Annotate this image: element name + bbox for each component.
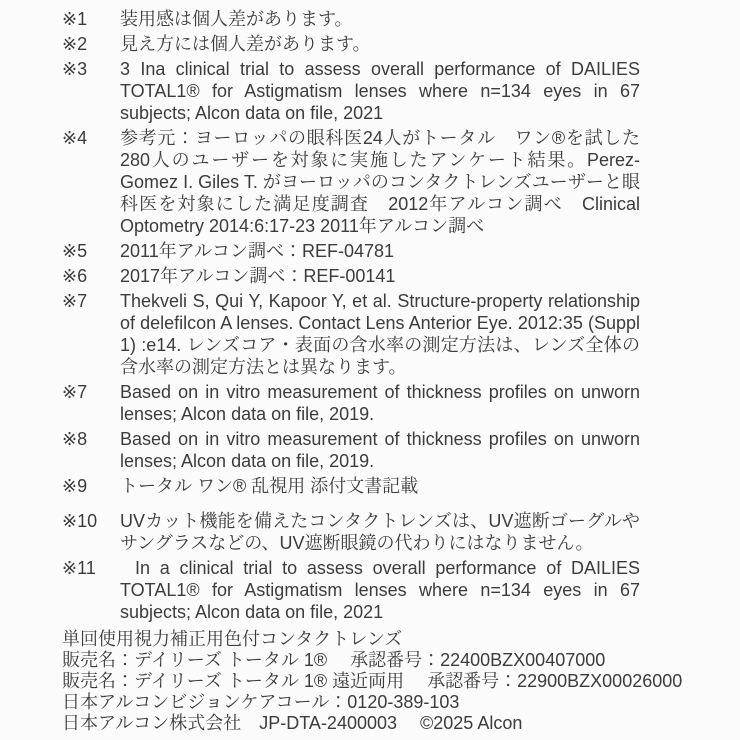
footnote-text: In a clinical trial to assess overall performance of DAILIES TOTAL1® for Astigmatism lenses where n=134 eyes in 67 subjects; Alcon data on file, 2021 [120,558,640,622]
footnote-text: Thekveli S, Qui Y, Kapoor Y, et al. Structure-property relationship of delefilcon A lenses. Contact Lens Anterior Eye. 2012:35 (Suppl 1) :e14. レンズコア・表面の含水率の測定方法は、レンズ全体の含水率の測定方法とは異なります。 [120,291,640,377]
footnote-text: 装用感は個人差があります。 [120,9,353,29]
product-approval-line-2: 販売名：デイリーズ トータル 1® 遠近両用 承認番号：22900BZX00026000 [62,671,683,691]
footnote-2 [62,33,640,55]
footnote-text: 2011年アルコン調べ：REF-04781 [120,241,395,261]
footnote-list [62,8,640,623]
footnote-marker: ※7 [62,291,88,311]
footnote-8 [62,428,640,472]
footnote-marker: ※11 [62,558,96,578]
footnote-10 [62,510,640,554]
footnote-marker: ※4 [62,128,88,148]
footnote-11 [62,557,640,623]
footnote-text: UVカット機能を備えたコンタクトレンズは、UV遮断ゴーグルやサングラスなどの、UV遮断眼鏡の代わりにはなりません。 [120,511,640,553]
footnote-text: Based on in vitro measurement of thickness profiles on unworn lenses; Alcon data on file, 2019. [120,429,640,471]
footnote-5 [62,240,640,262]
footnote-text: Based on in vitro measurement of thickness profiles on unworn lenses; Alcon data on file, 2019. [120,382,640,424]
footnote-text: 2017年アルコン調べ：REF-00141 [120,266,396,286]
product-approval-line-1: 販売名：デイリーズ トータル 1® 承認番号：22400BZX00407000 [62,650,606,670]
footnote-marker: ※7 [62,382,88,402]
footnote-marker: ※8 [62,429,88,449]
customer-care-phone-line: 日本アルコンビジョンケアコール：0120-389-103 [62,692,460,712]
footnote-4 [62,127,640,237]
footnote-6 [62,265,640,287]
footnote-1 [62,8,640,30]
company-copyright-line: 日本アルコン株式会社 JP-DTA-2400003 ©2025 Alcon [62,713,523,733]
product-category-line: 単回使用視力補正用色付コンタクトレンズ [62,629,403,649]
footnote-marker: ※10 [62,511,98,531]
footnote-marker: ※1 [62,9,88,29]
footnote-marker: ※9 [62,476,88,496]
footnote-marker: ※5 [62,241,88,261]
footnote-3 [62,58,640,124]
footnote-marker: ※6 [62,266,88,286]
footnote-text: 見え方には個人差があります。 [120,34,371,54]
footnote-text: 参考元：ヨーロッパの眼科医24人がトータル ワン®を試した280人のユーザーを対象に実施したアンケート結果。Perez-Gomez I. Giles T. がヨーロッパのコンタクトレンズユーザーと眼科医を対象にした満足度調査 2012年アルコン調べ Clinical Optometry 2014:6:17-23 2011年アルコン調べ [120,128,640,236]
footnote-7a [62,290,640,378]
footnote-marker: ※2 [62,34,88,54]
footnote-text: 3 Ina clinical trial to assess overall performance of DAILIES TOTAL1® for Astigmatism lenses where n=134 eyes in 67 subjects; Alcon data on file, 2021 [120,59,640,123]
regulatory-footer [62,629,702,734]
footnote-7b [62,381,640,425]
footnote-9 [62,475,640,497]
footnote-marker: ※3 [62,59,88,79]
footnote-text: トータル ワン® 乱視用 添付文書記載 [120,476,419,496]
